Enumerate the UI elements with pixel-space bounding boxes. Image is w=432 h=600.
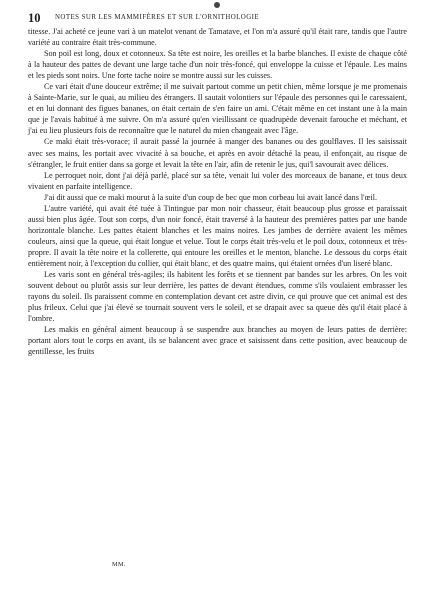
paragraph: Ce vari était d'une douceur extrême; il me suivait partout comme un petit chien, même lorsque je me promenais à Sainte-Marie, sur le quai, au milieu des étrangers. Il sautait volontiers sur l'épaule des personnes qui le caressaient, et en lui donnant des figues bananes, on était certain de s'en faire un ami. C'était même en cet instant une à la main que je l'avais habitué à me suivre. On m'a assuré qu'en vieillissant ce quadrupède devenait farouche et méchant, et j'ai eu lieu plusieurs fois de reconnaître que le naturel du mien changeait avec l'âge. [28,82,407,136]
paragraph: Les makis en général aiment beaucoup à se suspendre aux branches au moyen de leurs pattes de derrière: portant alors tout le corps en avant, ils se balancent avec grace et saisissent dans cette position, avec beaucoup de gentillesse, les fruits [28,325,407,357]
running-head: NOTES SUR LES MAMMIFÈRES ET SUR L'ORNITHOLOGIE [55,13,260,21]
page-header [28,12,406,26]
paragraph: Ce maki était très-vorace; il aurait passé la journée à manger des bananes ou des goulflaves. Il les saisissait avec ses mains, les portait avec vivacité à sa bouche, et après en avoir détaché la peau, il enfonçait, au risque de s'étrangler, le fruit entier dans sa gorge et levait la tête en l'air, afin de retenir le jus, qui'l savourait avec délices. [28,137,407,169]
paragraph: Son poil est long, doux et cotonneux. Sa tête est noire, les oreilles et la barbe blanches. Il existe de chaque côté à la hauteur des pattes de devant une large tache d'un noir très-foncé, qui enveloppe la cuisse et l'épaule. Les mains et les pieds sont noirs. Une forte tache noire se montre aussi sur les cuisses. [28,49,407,81]
paragraph: J'ai dit aussi que ce maki mourut à la suite d'un coup de bec que mon corbeau lui avait lancé dans l'œil. [44,192,377,202]
paragraph: titesse. J'ai acheté ce jeune vari à un matelot venant de Tamatave, et l'on m'a assuré qu'il était rare, tandis que l'autre variété au contraire était très-commune. [28,27,407,48]
body-text [28,26,407,357]
paragraph: Les varis sont en général très-agiles; ils habitent les forêts et se tiennent par bandes sur les arbres. On les voit souvent debout ou plutôt assis sur leur derrière, les pattes de devant étendues, comme s'ils voulaient embrasser les rayons du soleil. Ils paraissent comme en contemplation devant cet astre divin, ce qui prouve que cet animal est des plus frileux. Celui que j'ai élevé se tournait souvent vers le soleil, et se drapait avec sa queue dès qu'il était placé à l'ombre. [28,270,407,324]
signature-mark: MM. [112,561,127,568]
paragraph: L'autre variété, qui avait été tuée à Tintingue par mon noir chasseur, était beaucoup plus grosse et paraissait aussi bien plus âgée. Tout son corps, d'un noir foncé, était traversé à la hauteur des premières pattes par une bande horizontale blanche. Les pattes étaient blanches et les mains noires. Les jambes de derrière avaient les mêmes couleurs, ainsi que la queue, qui était longue et velue. Tout le corps était très-velu et le poil doux, cotonneux et très-propre. Il avait la tête noire et la collerette, qui entoure les oreilles et le menton, blanche. Le dessous du corps était entièrement noir, à l'exception du collier, qui était blanc, et des quatre mains, qui étaient ornées d'un liseré blanc. [28,203,407,268]
page-number: 10 [28,11,41,25]
paragraph: Le perroquet noir, dont j'ai déjà parlé, placé sur sa tête, venait lui voler des morceaux de banane, et tous deux vivaient en parfaite intelligence. [28,170,407,191]
top-ornament-icon [214,2,220,8]
